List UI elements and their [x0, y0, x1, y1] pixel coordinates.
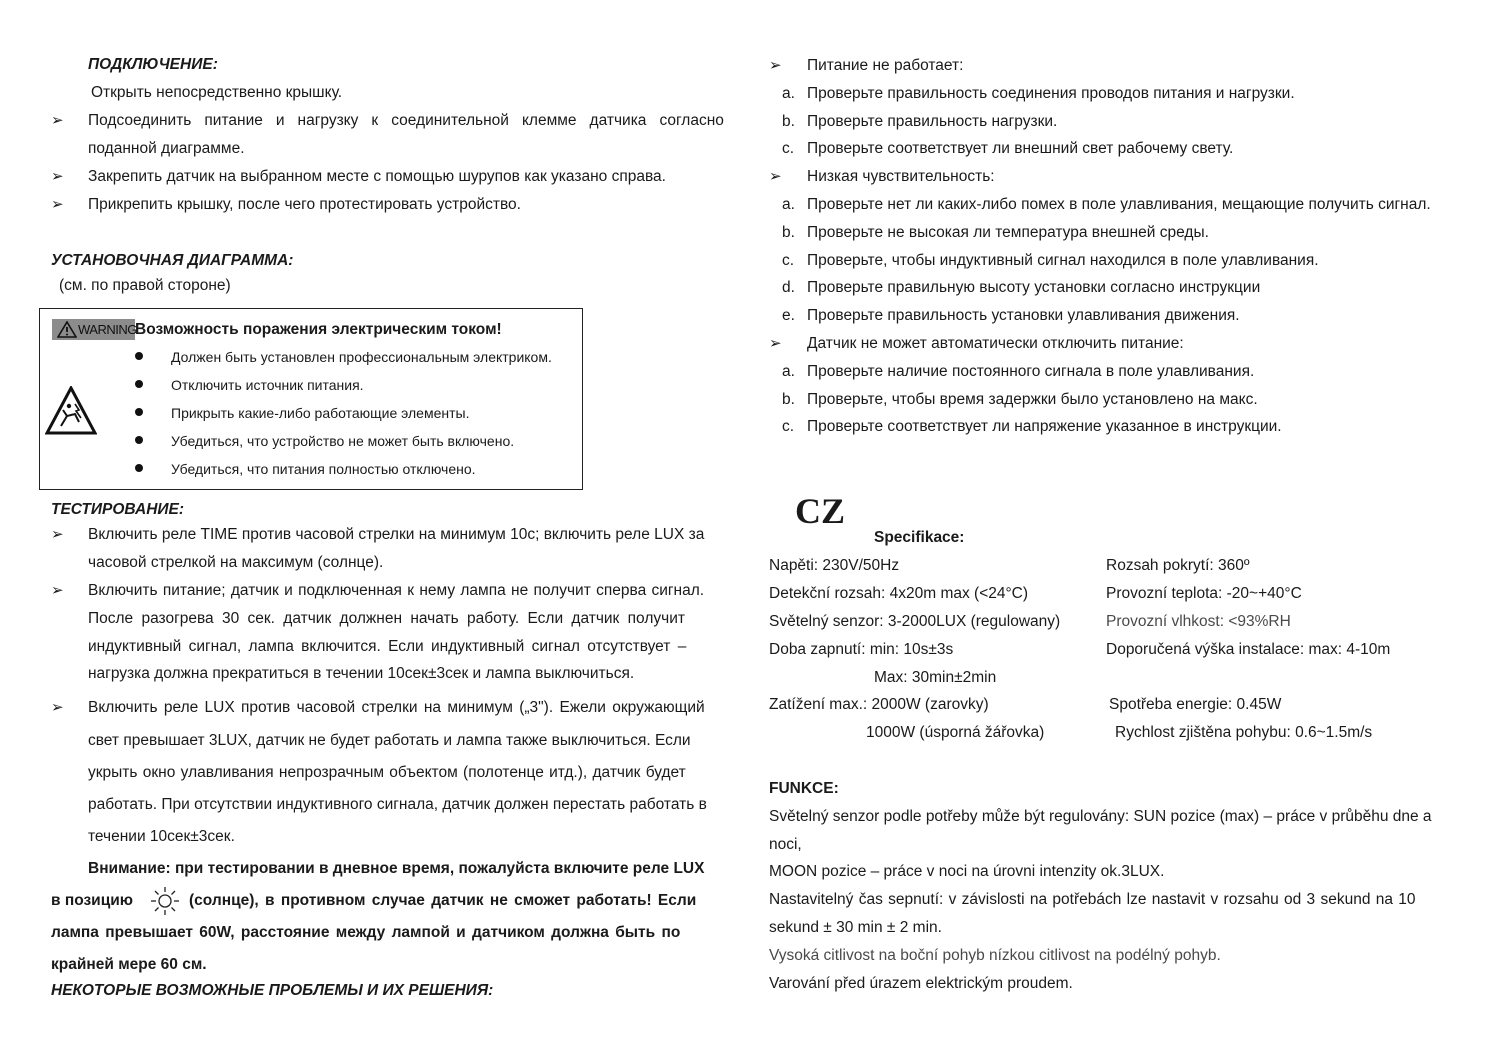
spec-voltage: Napěti: 230V/50Hz: [769, 557, 900, 574]
warning-bullet: [135, 380, 143, 388]
list-item: Проверьте наличие постоянного сигнала в поле улавливания.: [807, 363, 1255, 380]
testing-heading: ТЕСТИРОВАНИЕ:: [51, 501, 185, 518]
connection-item-1: Подсоединить питание и нагрузку к соединительной клемме датчика согласно: [88, 112, 724, 129]
attention-line-3: лампа превышает 60W, расстояние между лампой и датчиком должна быть по: [51, 924, 681, 941]
list-marker: a.: [782, 196, 795, 213]
spec-operating-temp: Provozní teplota: -20~+40°C: [1106, 585, 1302, 602]
warning-bullet: [135, 352, 143, 360]
list-marker: b.: [782, 224, 795, 241]
attention-line-2b: (солнце), в противном случае датчик не сможет работать! Если: [189, 892, 697, 909]
problem-heading: Низкая чувствительность:: [807, 168, 995, 185]
testing-p3-line-4: работать. При отсутствии индуктивного сигнала, датчик должен перестать работать в: [88, 796, 707, 813]
attention-line-2a: в позицию: [51, 892, 133, 909]
warning-item-4: Убедиться, что устройство не может быть включено.: [171, 433, 515, 449]
electric-shock-icon: [45, 386, 97, 436]
functions-line-2: noci,: [769, 836, 802, 853]
connection-intro: Открыть непосредственно крышку.: [91, 84, 343, 101]
connection-heading: ПОДКЛЮЧЕНИЕ:: [88, 56, 218, 73]
testing-p1-line-2: часовой стрелкой на максимум (солнце).: [88, 554, 384, 571]
spec-detection-range: Detekční rozsah: 4x20m max (<24°C): [769, 585, 1029, 602]
list-marker: b.: [782, 391, 795, 408]
sun-icon: [150, 886, 180, 916]
list-item: Проверьте правильность нагрузки.: [807, 113, 1058, 130]
functions-line-1: Světelný senzor podle potřeby může být regulovány: SUN pozice (max) – práce v průběhu dne a: [769, 808, 1432, 825]
attention-line-4: крайней мере 60 см.: [51, 956, 207, 973]
list-item: Проверьте правильность установки улавливания движения.: [807, 307, 1240, 324]
list-marker: a.: [782, 85, 795, 102]
testing-p2-line-2: После разогрева 30 сек. датчик должнен начать работу. Если датчик получит: [88, 610, 685, 627]
spec-time-max: Max: 30min±2min: [874, 669, 997, 686]
list-marker: a.: [782, 363, 795, 380]
problems-heading: НЕКОТОРЫЕ ВОЗМОЖНЫЕ ПРОБЛЕМЫ И ИХ РЕШЕНИЯ:: [51, 982, 494, 999]
warning-title: Возможность поражения электрическим током!: [135, 321, 502, 338]
problem-heading: Питание не работает:: [807, 57, 964, 74]
list-item: Проверьте правильную высоту установки согласно инструкции: [807, 279, 1261, 296]
list-item: Проверьте не высокая ли температура внешней среды.: [807, 224, 1209, 241]
list-item: Проверьте правильность соединения проводов питания и нагрузки.: [807, 85, 1295, 102]
connection-item-2: Закрепить датчик на выбранном месте с помощью шурупов как указано справа.: [88, 168, 666, 185]
spec-load-saving: 1000W (úsporná žářovka): [866, 724, 1045, 741]
bullet-arrow-icon: ➢: [51, 526, 64, 543]
testing-p2-line-4: нагрузка должна прекратиться в течении 10сек±3сек и лампа выключиться.: [88, 665, 635, 682]
warning-bullet: [135, 408, 143, 416]
bullet-arrow-icon: ➢: [769, 168, 782, 185]
spec-motion-speed: Rychlost zjištěna pohybu: 0.6~1.5m/s: [1115, 724, 1373, 741]
testing-p1-line-1: Включить реле TIME против часовой стрелки на минимум 10с; включить реле LUX за: [88, 526, 705, 543]
connection-item-3: Прикрепить крышку, после чего протестировать устройство.: [88, 196, 521, 213]
problem-heading: Датчик не может автоматически отключить питание:: [807, 335, 1184, 352]
testing-p3-line-3: укрыть окно улавливания непрозрачным объектом (полотенце итд.), датчик будет: [88, 764, 686, 781]
install-note: (см. по правой стороне): [59, 277, 231, 294]
testing-p3-line-2: свет превышает 3LUX, датчик не будет работать и лампа также выключиться. Если: [88, 732, 691, 749]
spec-heading: Specifikace:: [874, 529, 965, 546]
bullet-arrow-icon: ➢: [51, 168, 64, 185]
bullet-arrow-icon: ➢: [769, 335, 782, 352]
bullet-arrow-icon: ➢: [769, 57, 782, 74]
warning-item-2: Отключить источник питания.: [171, 377, 364, 393]
list-item: Проверьте нет ли каких-либо помех в поле улавливания, мещающие получить сигнал.: [807, 196, 1431, 213]
warning-item-3: Прикрыть какие-либо работающие элементы.: [171, 405, 470, 421]
spec-light-sensor: Světelný senzor: 3-2000LUX (regulowany): [769, 613, 1061, 630]
functions-line-4: Nastavitelný čas sepnutí: v závislosti na potřebách lze nastavit v rozsahu od 3 sekund na 10: [769, 891, 1416, 908]
warning-label: WARNING: [52, 319, 135, 340]
list-item: Проверьте соответствует ли внешний свет рабочему свету.: [807, 140, 1234, 157]
list-marker: b.: [782, 113, 795, 130]
warning-item-5: Убедиться, что питания полностью отключено.: [171, 461, 476, 477]
language-label: CZ: [795, 491, 846, 531]
bullet-arrow-icon: ➢: [51, 112, 64, 129]
attention-line-1: Внимание: при тестировании в дневное время, пожалуйста включите реле LUX: [88, 860, 705, 877]
bullet-arrow-icon: ➢: [51, 196, 64, 213]
connection-item-1-cont: поданной диаграмме.: [88, 140, 245, 157]
testing-p3-line-5: течении 10сек±3сек.: [88, 828, 235, 845]
list-marker: d.: [782, 279, 795, 296]
bullet-arrow-icon: ➢: [51, 699, 64, 716]
spec-install-height: Doporučená výška instalace: max: 4-10m: [1106, 641, 1391, 658]
testing-p2-line-1: Включить питание; датчик и подключенная к нему лампа не получит сперва сигнал.: [88, 582, 705, 599]
functions-line-7: Varování před úrazem elektrickým proudem.: [769, 975, 1073, 992]
spec-time-min: Doba zapnutí: min: 10s±3s: [769, 641, 954, 658]
warning-triangle-icon: [57, 321, 77, 338]
warning-item-1: Должен быть установлен профессиональным электриком.: [171, 349, 552, 365]
list-item: Проверьте, чтобы время задержки было установлено на макс.: [807, 391, 1258, 408]
list-marker: c.: [782, 140, 795, 157]
spec-coverage: Rozsah pokrytí: 360º: [1106, 557, 1250, 574]
spec-load-max: Zatížení max.: 2000W (zarovky): [769, 696, 989, 713]
functions-heading: FUNKCE:: [769, 780, 839, 797]
warning-bullet: [135, 436, 143, 444]
list-marker: c.: [782, 252, 795, 269]
list-marker: e.: [782, 307, 795, 324]
spec-power-consumption: Spotřeba energie: 0.45W: [1109, 696, 1282, 713]
spec-humidity: Provozní vlhkost: <93%RH: [1106, 613, 1291, 630]
list-item: Проверьте, чтобы индуктивный сигнал находился в поле улавливания.: [807, 252, 1319, 269]
testing-p3-line-1: Включить реле LUX против часовой стрелки на минимум („3"). Ежели окружающий: [88, 699, 705, 716]
functions-line-3: MOON pozice – práce v noci na úrovni intenzity ok.3LUX.: [769, 863, 1165, 880]
functions-line-5: sekund ± 30 min ± 2 min.: [769, 919, 942, 936]
warning-bullet: [135, 464, 143, 472]
list-item: Проверьте соответствует ли напряжение указанное в инструкции.: [807, 418, 1282, 435]
bullet-arrow-icon: ➢: [51, 582, 64, 599]
install-heading: УСТАНОВОЧНАЯ ДИАГРАММА:: [51, 252, 294, 269]
functions-line-6: Vysoká citlivost na boční pohyb nízkou citlivost na podélný pohyb.: [769, 947, 1221, 964]
testing-p2-line-3: индуктивный сигнал, лампа включится. Если индуктивный сигнал отсутствует –: [88, 638, 687, 655]
list-marker: c.: [782, 418, 795, 435]
